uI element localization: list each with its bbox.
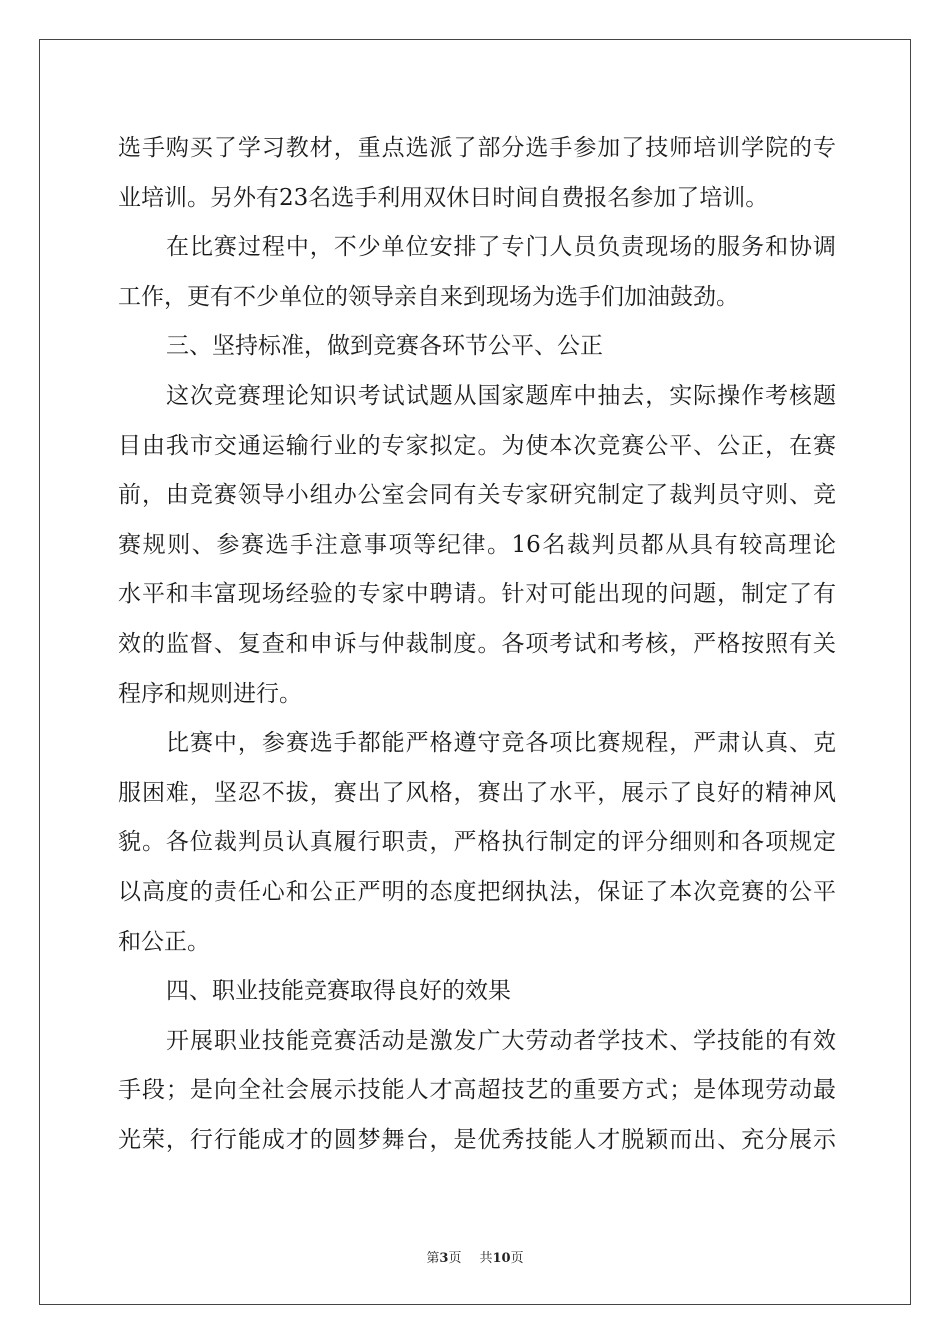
text-line: 服困难，坚忍不拔，赛出了风格，赛出了水平，展示了良好的精神风 [118, 779, 836, 806]
section-heading: 三、坚持标准，做到竞赛各环节公平、公正 [166, 333, 603, 360]
text-line: 业培训。另外有23名选手利用双休日时间自费报名参加了培训。 [118, 184, 769, 211]
text-line: 这次竞赛理论知识考试试题从国家题库中抽去，实际操作考核题 [166, 382, 836, 409]
text-line: 以高度的责任心和公正严明的态度把纲执法，保证了本次竞赛的公平 [118, 878, 836, 905]
text-line: 貌。各位裁判员认真履行职责，严格执行制定的评分细则和各项规定 [118, 829, 836, 856]
text-line: 比赛中，参赛选手都能严格遵守竞各项比赛规程，严肃认真、克 [166, 730, 836, 757]
total-suffix: 页 [510, 1251, 524, 1266]
page-footer [0, 1247, 950, 1266]
text-line: 和公正。 [118, 928, 210, 955]
page-number: 3 [439, 1251, 449, 1266]
page-suffix: 页 [448, 1251, 462, 1266]
text-line: 手段；是向全社会展示技能人才高超技艺的重要方式；是体现劳动最 [118, 1077, 836, 1104]
text-line: 光荣，行行能成才的圆梦舞台，是优秀技能人才脱颖而出、充分展示 [118, 1126, 836, 1153]
total-pages: 10 [492, 1251, 511, 1266]
text-line: 前，由竞赛领导小组办公室会同有关专家研究制定了裁判员守则、竞 [118, 482, 836, 509]
text-line: 工作，更有不少单位的领导亲自来到现场为选手们加油鼓劲。 [118, 283, 739, 310]
text-line: 在比赛过程中，不少单位安排了专门人员负责现场的服务和协调 [166, 234, 836, 261]
text-line: 开展职业技能竞赛活动是激发广大劳动者学技术、学技能的有效 [166, 1027, 836, 1054]
page-prefix: 第 [426, 1251, 440, 1266]
section-heading: 四、职业技能竞赛取得良好的效果 [166, 978, 511, 1005]
document-body [118, 124, 836, 1165]
text-line: 程序和规则进行。 [118, 680, 302, 707]
text-line: 选手购买了学习教材，重点选派了部分选手参加了技师培训学院的专 [118, 135, 836, 161]
text-line: 水平和丰富现场经验的专家中聘请。针对可能出现的问题，制定了有 [118, 581, 836, 608]
text-line: 效的监督、复查和申诉与仲裁制度。各项考试和考核，严格按照有关 [118, 630, 836, 657]
total-prefix: 共 [479, 1251, 493, 1266]
text-line: 赛规则、参赛选手注意事项等纪律。16名裁判员都从具有较高理论 [118, 531, 836, 558]
text-line: 目由我市交通运输行业的专家拟定。为使本次竞赛公平、公正，在赛 [118, 432, 836, 459]
